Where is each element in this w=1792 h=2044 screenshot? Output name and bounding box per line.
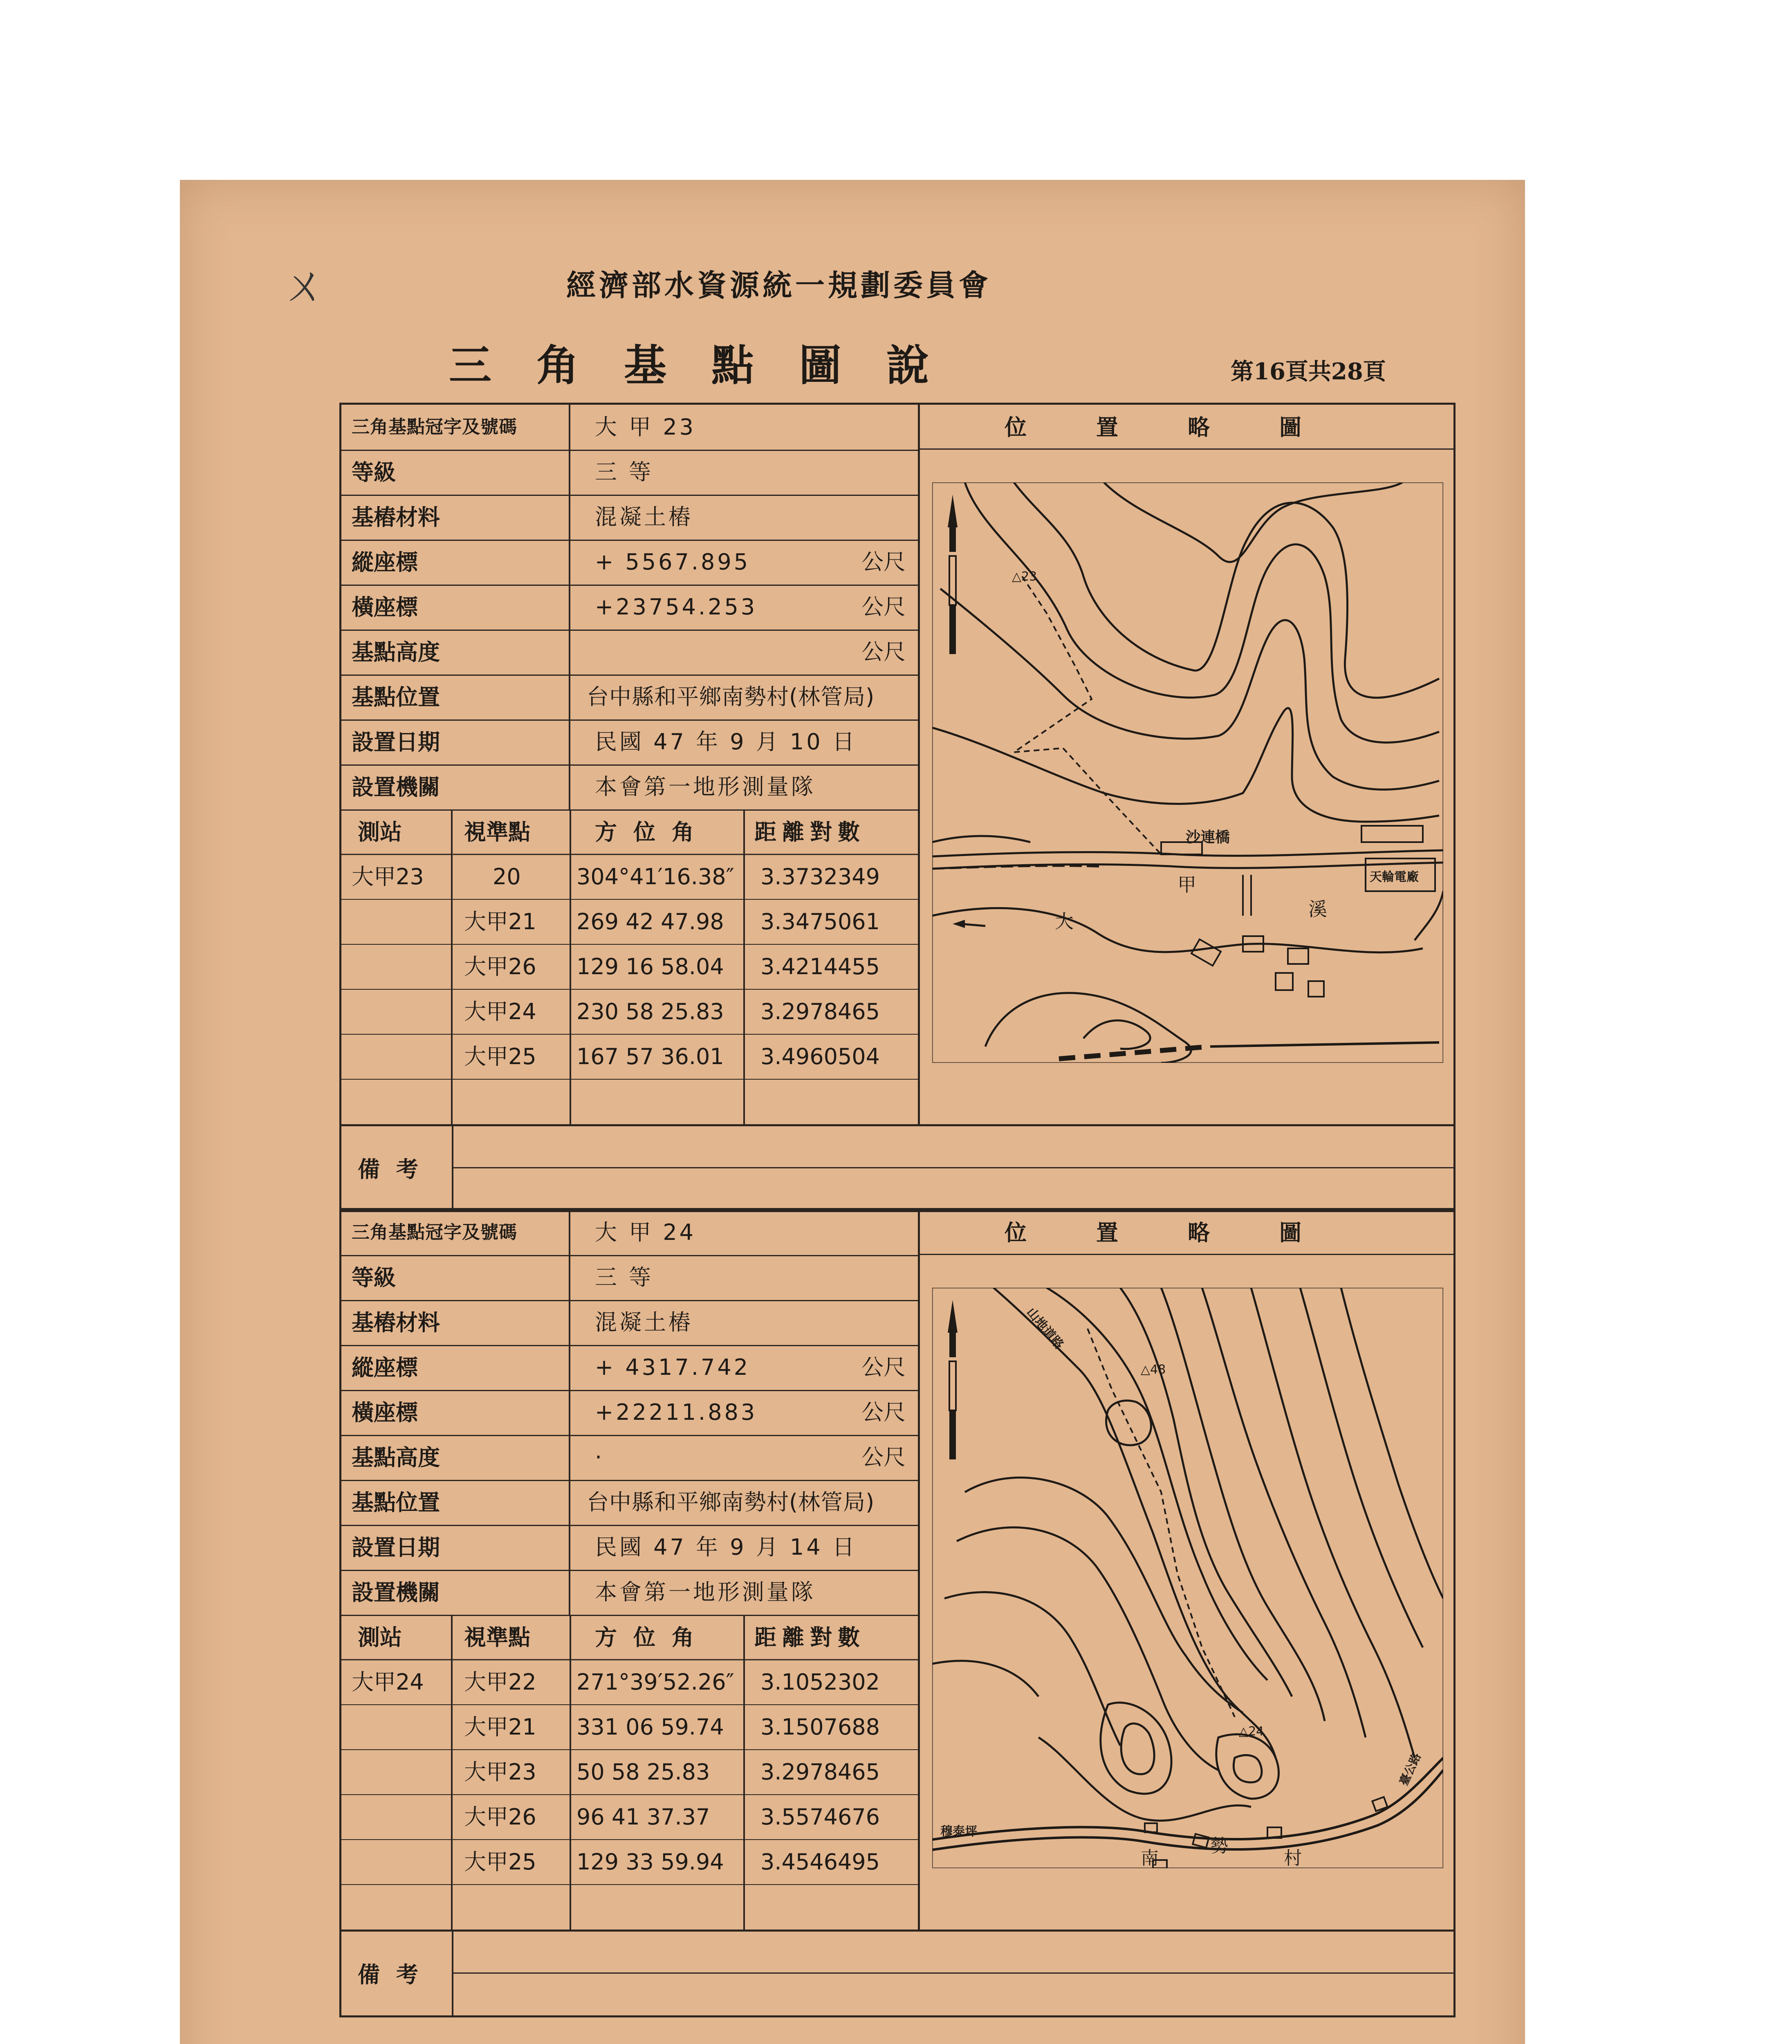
- map-column-2: [918, 1210, 1456, 1930]
- obs-target: 大甲26: [464, 1804, 536, 1830]
- label-date: 設置日期: [341, 1525, 570, 1570]
- obs-target: 大甲21: [464, 1714, 536, 1740]
- point-block-1: [339, 403, 1456, 1212]
- margin-mark: ㄨ: [282, 259, 327, 312]
- label-northing: 縱座標: [341, 540, 570, 585]
- obs-target: 大甲23: [464, 1759, 536, 1785]
- value-point-name: 大 甲 24: [595, 1219, 696, 1245]
- label-location: 基點位置: [341, 675, 570, 719]
- header-azimuth: 方位角: [595, 819, 710, 845]
- location-sketch-map-2: [932, 1288, 1443, 1868]
- obs-target: 大甲26: [464, 954, 536, 979]
- row-easting: [341, 1390, 918, 1436]
- obs-logdist: 3.2978465: [760, 999, 880, 1024]
- map-bridge-label: 沙連橋: [1186, 829, 1230, 846]
- value-material: 混凝土樁: [595, 1309, 693, 1335]
- value-date: 民國 47 年 9 月 10 日: [595, 729, 857, 755]
- label-northing: 縱座標: [341, 1345, 570, 1390]
- remarks-label: 備考: [358, 1156, 435, 1182]
- map-village-label-2: 勢: [1210, 1836, 1228, 1856]
- obs-azimuth: 304°41′16.38″: [576, 864, 734, 890]
- value-material: 混凝土樁: [595, 504, 693, 530]
- organization-title: 經濟部水資源統一規劃委員會: [566, 268, 991, 303]
- value-easting: +23754.253: [595, 594, 758, 620]
- map-village-label-3: 村: [1284, 1848, 1302, 1868]
- row-material: [341, 495, 918, 541]
- map-place-label: 穆泰坪: [940, 1824, 977, 1839]
- map-river-label-2: 甲: [1177, 874, 1196, 896]
- label-point-name: 三角基點冠字及號碼: [341, 1210, 570, 1255]
- obs-target: 大甲24: [464, 999, 536, 1024]
- label-easting: 橫座標: [341, 1390, 570, 1435]
- observation-table-1: [341, 809, 918, 1124]
- obs-target: 大甲22: [464, 1669, 536, 1695]
- row-northing: [341, 1345, 918, 1391]
- location-sketch-map-1: [932, 482, 1443, 1063]
- value-point-name: 大 甲 23: [595, 414, 696, 440]
- remarks-line: [452, 1972, 1453, 1974]
- row-location: [341, 1480, 918, 1526]
- header-station: 測站: [358, 819, 402, 845]
- row-point-name: [341, 1210, 918, 1256]
- map-title: [920, 1210, 1456, 1255]
- map-column-1: [918, 405, 1456, 1124]
- label-easting: 橫座標: [341, 585, 570, 630]
- obs-azimuth: 230 58 25.83: [576, 999, 724, 1024]
- header-logdist: 距離對數: [754, 1624, 866, 1650]
- obs-azimuth: 96 41 37.37: [576, 1804, 710, 1830]
- remarks-divider: [452, 1126, 453, 1212]
- map-point-label-a: △48: [1141, 1363, 1166, 1377]
- label-grade: 等級: [341, 1255, 570, 1300]
- header-target: 視準點: [464, 1624, 530, 1650]
- label-agency: 設置機關: [341, 1570, 570, 1615]
- row-grade: [341, 450, 918, 496]
- map-trail-label: 山地道路: [1023, 1305, 1066, 1352]
- map-point-label: △23: [1012, 569, 1037, 584]
- map-station-label: 天輪電廠: [1370, 870, 1419, 884]
- obs-logdist: 3.3732349: [760, 864, 880, 890]
- document-title: 三角基點圖說: [449, 340, 974, 390]
- obs-azimuth: 271°39′52.26″: [576, 1669, 734, 1695]
- station-value: 大甲23: [352, 864, 424, 890]
- remarks-label: 備考: [358, 1961, 435, 1988]
- obs-azimuth: 50 58 25.83: [576, 1759, 710, 1785]
- unit-easting: 公尺: [861, 1399, 906, 1425]
- label-agency: 設置機關: [341, 764, 570, 809]
- label-date: 設置日期: [341, 719, 570, 764]
- value-height: ·: [595, 1444, 605, 1470]
- row-date: [341, 719, 918, 766]
- obs-logdist: 3.4546495: [760, 1849, 880, 1875]
- obs-logdist: 3.2978465: [760, 1759, 880, 1785]
- row-height: [341, 1435, 918, 1481]
- obs-logdist: 3.4960504: [760, 1044, 880, 1069]
- row-location: [341, 675, 918, 721]
- value-northing: + 4317.742: [595, 1354, 751, 1380]
- value-grade: 三 等: [595, 459, 654, 485]
- value-easting: +22211.883: [595, 1399, 758, 1425]
- obs-logdist: 3.1507688: [760, 1714, 880, 1740]
- row-grade: [341, 1255, 918, 1301]
- map-river-label-1: 大: [1055, 910, 1074, 932]
- row-date: [341, 1525, 918, 1571]
- remarks-area-2: [341, 1930, 1453, 2017]
- label-grade: 等級: [341, 450, 570, 495]
- unit-easting: 公尺: [861, 594, 906, 620]
- north-arrow-icon: [948, 495, 958, 654]
- row-agency: [341, 764, 918, 811]
- value-location: 台中縣和平鄉南勢村(林管局): [587, 684, 875, 710]
- obs-logdist: 3.1052302: [760, 1669, 880, 1695]
- row-agency: [341, 1570, 918, 1616]
- page-number: 第16頁共28頁: [1231, 358, 1386, 385]
- header-azimuth: 方位角: [595, 1624, 710, 1650]
- value-grade: 三 等: [595, 1264, 654, 1290]
- header-station: 測站: [358, 1624, 402, 1650]
- observation-table-2: [341, 1615, 918, 1930]
- obs-logdist: 3.3475061: [760, 909, 880, 935]
- value-date: 民國 47 年 9 月 14 日: [595, 1534, 857, 1560]
- label-material: 基樁材料: [341, 1300, 570, 1345]
- map-road-label: 臺公路: [1397, 1750, 1424, 1788]
- map-title: [920, 405, 1456, 450]
- obs-target: 大甲21: [464, 909, 536, 935]
- map-village-label-1: 南: [1141, 1848, 1159, 1868]
- obs-azimuth: 129 33 59.94: [576, 1849, 724, 1875]
- obs-azimuth: 269 42 47.98: [576, 909, 724, 935]
- unit-northing: 公尺: [861, 549, 906, 575]
- remarks-area-1: [341, 1124, 1453, 1212]
- obs-azimuth: 129 16 58.04: [576, 954, 724, 979]
- row-material: [341, 1300, 918, 1346]
- label-material: 基樁材料: [341, 495, 570, 540]
- map-title-text: 位置略圖: [1005, 1219, 1371, 1246]
- row-height: [341, 630, 918, 676]
- north-arrow-icon: [948, 1300, 958, 1459]
- label-height: 基點高度: [341, 1435, 570, 1480]
- header-target: 視準點: [464, 819, 530, 845]
- remarks-line: [452, 1167, 1453, 1168]
- unit-height: 公尺: [861, 1444, 906, 1470]
- value-agency: 本會第一地形測量隊: [595, 774, 816, 800]
- unit-northing: 公尺: [861, 1354, 906, 1380]
- value-location: 台中縣和平鄉南勢村(林管局): [587, 1489, 875, 1515]
- obs-logdist: 3.4214455: [760, 954, 880, 979]
- value-agency: 本會第一地形測量隊: [595, 1579, 816, 1605]
- map-river-label-3: 溪: [1308, 898, 1327, 920]
- obs-target: 大甲25: [464, 1849, 536, 1875]
- station-value: 大甲24: [352, 1669, 424, 1695]
- value-northing: + 5567.895: [595, 549, 751, 575]
- obs-azimuth: 167 57 36.01: [576, 1044, 724, 1069]
- row-point-name: [341, 405, 918, 451]
- obs-target: 20: [493, 864, 521, 890]
- obs-azimuth: 331 06 59.74: [576, 1714, 724, 1740]
- obs-target: 大甲25: [464, 1044, 536, 1069]
- header-logdist: 距離對數: [754, 819, 866, 845]
- row-northing: [341, 540, 918, 586]
- point-block-2: [339, 1208, 1456, 2017]
- survey-sheet: [180, 180, 1525, 2044]
- map-point-label-b: △24: [1239, 1724, 1264, 1739]
- remarks-divider: [452, 1932, 453, 2017]
- label-height: 基點高度: [341, 630, 570, 675]
- map-title-text: 位置略圖: [1005, 414, 1371, 440]
- row-easting: [341, 585, 918, 631]
- unit-height: 公尺: [861, 639, 906, 665]
- label-location: 基點位置: [341, 1480, 570, 1525]
- label-point-name: 三角基點冠字及號碼: [341, 405, 570, 450]
- obs-logdist: 3.5574676: [760, 1804, 880, 1830]
